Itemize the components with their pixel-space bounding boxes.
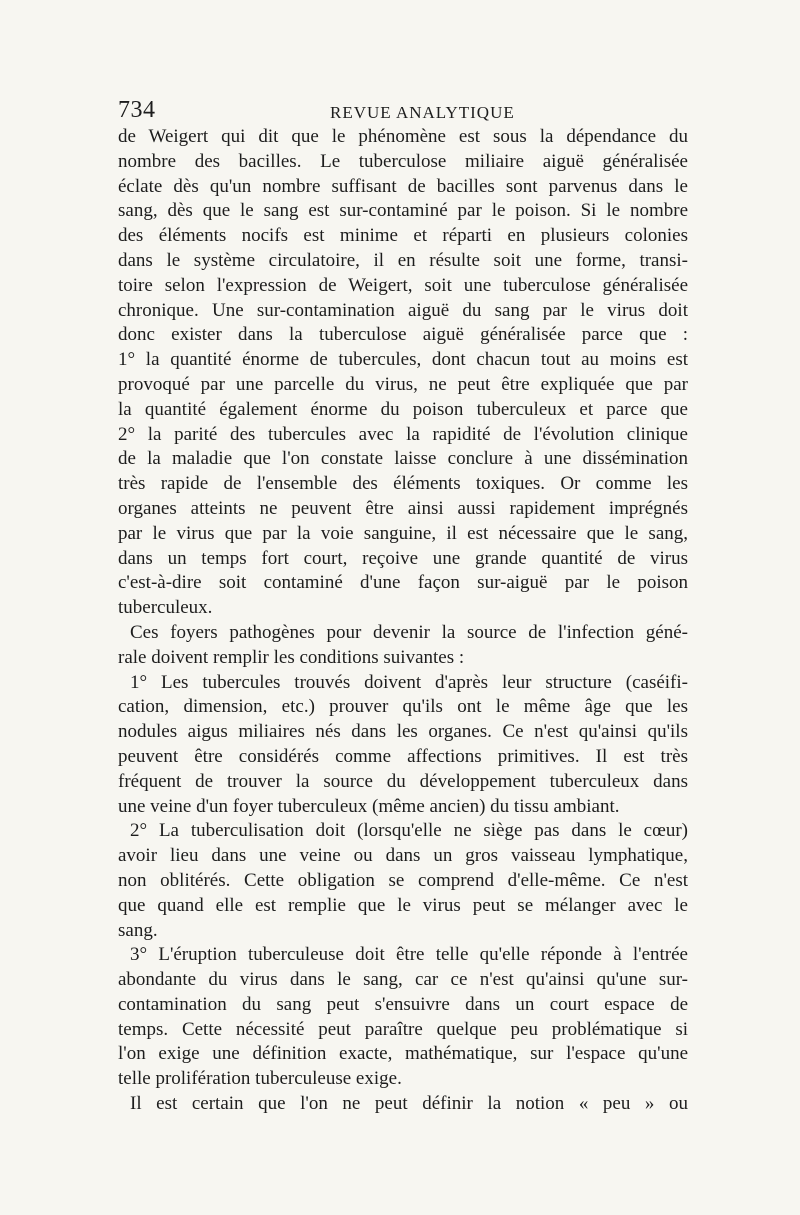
page-number: 734 — [118, 97, 156, 123]
text-line: une veine d'un foyer tuberculeux (même ancien) du tissu ambiant. — [118, 795, 620, 817]
text-line: toire selon l'expression de Weigert, soit une tuberculose généralisée — [118, 274, 688, 296]
text-line: l'on exige une définition exacte, mathématique, sur l'espace qu'une — [118, 1043, 688, 1065]
text-line: dans le système circulatoire, il en résulte soit une forme, transi- — [118, 249, 688, 271]
text-line: 2° La tuberculisation doit (lorsqu'elle ne siège pas dans le cœur) — [130, 820, 688, 842]
text-line: abondante du virus dans le sang, car ce n'est qu'ainsi qu'une sur- — [118, 969, 688, 991]
running-title: REVUE ANALYTIQUE — [330, 103, 515, 122]
text-line: cation, dimension, etc.) prouver qu'ils ont le même âge que les — [118, 696, 688, 718]
text-line: temps. Cette nécessité peut paraître quelque peu problématique si — [118, 1018, 688, 1040]
text-line: fréquent de trouver la source du développement tuberculeux dans — [118, 770, 688, 792]
text-line: 3° L'éruption tuberculeuse doit être telle qu'elle réponde à l'entrée — [130, 944, 688, 966]
text-line: provoqué par une parcelle du virus, ne peut être expliquée que par — [118, 373, 688, 395]
text-line: telle prolifération tuberculeuse exige. — [118, 1068, 402, 1090]
text-line: des éléments nocifs est minime et réparti en plusieurs colonies — [118, 225, 688, 247]
text-line: rale doivent remplir les conditions suivantes : — [118, 646, 465, 668]
text-line: 1° Les tubercules trouvés doivent d'après leur structure (caséifi- — [130, 671, 688, 693]
text-line: donc exister dans la tuberculose aiguë généralisée parce que : — [118, 324, 688, 346]
text-line: de Weigert qui dit que le phénomène est sous la dépendance du — [118, 126, 688, 147]
text-line: nombre des bacilles. Le tuberculose miliaire aiguë généralisée — [118, 150, 688, 172]
text-line: organes atteints ne peuvent être ainsi aussi rapidement imprégnés — [118, 497, 688, 519]
text-line: de la maladie que l'on constate laisse conclure à une dissémination — [118, 448, 688, 470]
text-line: tuberculeux. — [118, 597, 213, 619]
text-line: éclate dès qu'un nombre suffisant de bacilles sont parvenus dans le — [118, 175, 688, 197]
body-text — [118, 125, 688, 1117]
text-line: sang. — [118, 919, 158, 941]
text-line: Il est certain que l'on ne peut définir la notion « peu » ou — [130, 1093, 688, 1115]
text-line: c'est-à-dire soit contaminé d'une façon sur-aiguë par le poison — [118, 572, 688, 594]
text-line: Ces foyers pathogènes pour devenir la source de l'infection géné- — [130, 621, 688, 643]
text-line: que quand elle est remplie que le virus peut se mélanger avec le — [118, 894, 688, 916]
text-line: contamination du sang peut s'ensuivre dans un court espace de — [118, 993, 688, 1015]
text-line: la quantité également énorme du poison tuberculeux et parce que — [118, 398, 688, 420]
text-line: sang, dès que le sang est sur-contaminé par le poison. Si le nombre — [118, 200, 688, 222]
text-line: non oblitérés. Cette obligation se comprend d'elle-même. Ce n'est — [118, 869, 688, 891]
text-line: nodules aigus miliaires nés dans les organes. Ce n'est qu'ainsi qu'ils — [118, 721, 688, 743]
text-line: avoir lieu dans une veine ou dans un gros vaisseau lymphatique, — [118, 845, 688, 867]
text-line: 1° la quantité énorme de tubercules, dont chacun tout au moins est — [118, 349, 688, 371]
page-header — [118, 97, 688, 127]
text-line: par le virus que par la voie sanguine, il est nécessaire que le sang, — [118, 522, 688, 544]
text-line: 2° la parité des tubercules avec la rapidité de l'évolution clinique — [118, 423, 688, 445]
text-line: chronique. Une sur-contamination aiguë du sang par le virus doit — [118, 299, 688, 321]
text-line: très rapide de l'ensemble des éléments toxiques. Or comme les — [118, 473, 688, 495]
text-line: dans un temps fort court, reçoive une grande quantité de virus — [118, 547, 688, 569]
text-line: peuvent être considérés comme affections primitives. Il est très — [118, 745, 688, 767]
